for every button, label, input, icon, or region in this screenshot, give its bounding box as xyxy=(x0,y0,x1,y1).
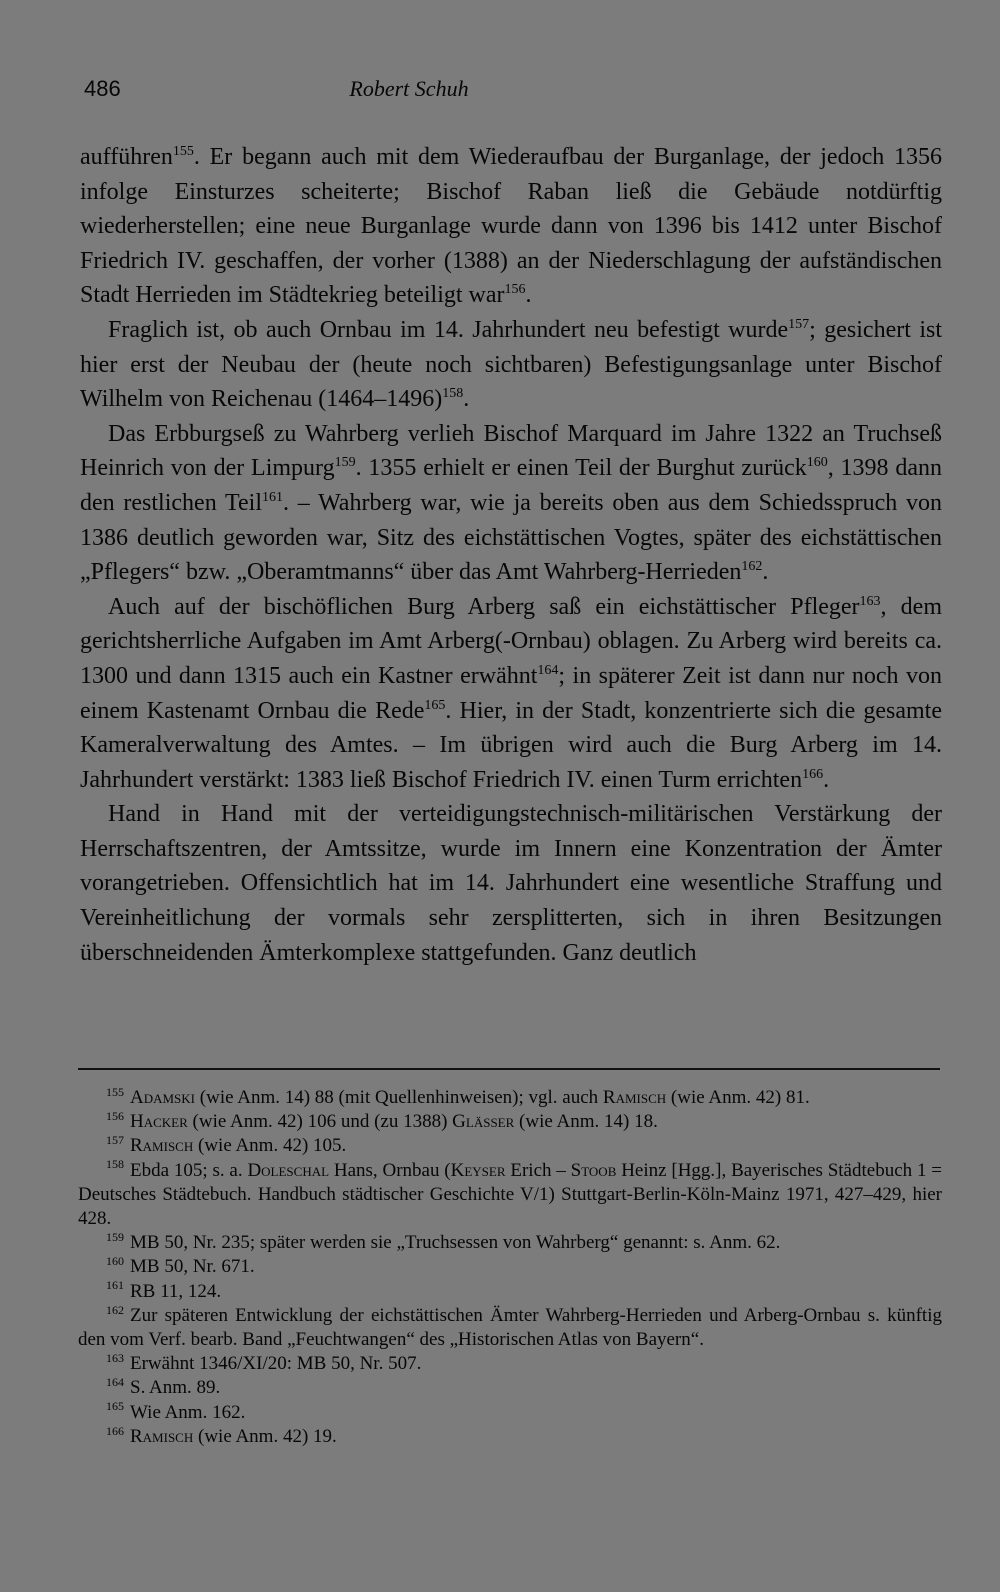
text-run: Erwähnt 1346/XI/20: MB 50, Nr. 507. xyxy=(130,1353,422,1375)
footnote-number: 161 xyxy=(106,1278,124,1293)
text-run: Auch auf der bischöflichen Burg Arberg saß ein eichstättischer Pfleger xyxy=(108,593,860,620)
footnote-ref[interactable]: 158 xyxy=(442,386,464,402)
page-number: 486 xyxy=(84,76,121,101)
footnote-item xyxy=(78,1134,942,1158)
footnote-ref[interactable]: 157 xyxy=(788,316,810,332)
footnote-number: 157 xyxy=(106,1133,124,1148)
footnote-divider xyxy=(78,1068,940,1070)
footnote-ref[interactable]: 160 xyxy=(806,455,828,471)
footnote-ref[interactable]: 155 xyxy=(172,144,194,159)
body-paragraph xyxy=(80,140,942,313)
footnote-item xyxy=(78,1280,942,1304)
footnote-number: 159 xyxy=(106,1229,124,1244)
footnote-ref[interactable]: 164 xyxy=(537,662,559,678)
author-name: Ramisch xyxy=(130,1425,194,1447)
text-run: (wie Anm. 42) 105. xyxy=(193,1135,347,1157)
text-run: , 1398 dann den restlichen Teil xyxy=(80,455,943,516)
text-run: Erich – xyxy=(505,1159,571,1181)
text-run: aufführen xyxy=(80,144,173,170)
text-run: . xyxy=(823,766,830,793)
footnote-number: 156 xyxy=(106,1108,124,1123)
footnote-item xyxy=(78,1110,942,1134)
footnote-item xyxy=(78,1255,942,1279)
text-run: (wie Anm. 14) 18. xyxy=(514,1111,658,1133)
footnote-ref[interactable]: 162 xyxy=(741,559,763,575)
footnote-item xyxy=(78,1376,942,1400)
text-run: RB 11, 124. xyxy=(130,1280,222,1302)
text-run: (wie Anm. 42) 106 und (zu 1388) xyxy=(187,1111,453,1133)
body-paragraph xyxy=(80,313,942,417)
footnote-number: 158 xyxy=(106,1157,124,1172)
author-name: Stoob xyxy=(570,1159,617,1181)
text-run: . Hier, in der Stadt, konzentrierte sich die gesamte Kameralverwaltung des Amtes. – Im übrigen wird auch die Burg Arberg im 14. Jahrhundert verstärkt: 1383 ließ Bischof Friedrich IV. einen Turm errichten xyxy=(80,697,942,793)
body-paragraph xyxy=(80,417,942,590)
text-run: . xyxy=(762,559,769,586)
text-run: . 1355 erhielt er einen Teil der Burghut zurück xyxy=(355,455,807,482)
text-run: . xyxy=(525,282,532,309)
author-name: Hacker xyxy=(130,1111,188,1133)
author-name: Glässer xyxy=(452,1111,515,1133)
footnote-item xyxy=(78,1304,942,1352)
footnote-number: 164 xyxy=(106,1375,124,1390)
text-run: . xyxy=(463,386,470,413)
text-run: Das Erbburgseß zu Wahrberg verlieh Bischof Marquard im Jahre 1322 an Truchseß Heinrich von der Limpurg xyxy=(80,420,942,482)
text-run: Zur späteren Entwicklung der eichstättischen Ämter Wahrberg-Herrieden und Arberg-Ornbau s. künftig den vom Verf. bearb. Band „Feuchtwangen“ des „Historischen Atlas von Bayern“. xyxy=(78,1304,942,1351)
footnote-ref[interactable]: 159 xyxy=(334,455,356,471)
footnote-item xyxy=(78,1086,942,1110)
footnote-number: 160 xyxy=(106,1254,124,1269)
text-run: MB 50, Nr. 235; später werden sie „Truchsessen von Wahrberg“ genannt: s. Anm. 62. xyxy=(130,1232,781,1254)
text-run: , dem gerichtsherrliche Aufgaben im Amt Arberg(-Ornbau) oblagen. Zu Arberg wird bereits ca. 1300 und dann 1315 auch ein Kastner erwähnt xyxy=(80,593,942,689)
footnote-item xyxy=(78,1352,942,1376)
footnote-number: 166 xyxy=(106,1423,124,1438)
text-run: Hans, Ornbau ( xyxy=(329,1159,451,1181)
author-name: Keyser xyxy=(450,1159,506,1181)
footnote-item xyxy=(78,1401,942,1425)
footnote-ref[interactable]: 166 xyxy=(802,766,824,782)
footnote-ref[interactable]: 156 xyxy=(504,282,526,298)
text-run: . – Wahrberg war, wie ja bereits oben aus dem Schiedsspruch von 1386 deutlich geworden war, Sitz des eichstättischen Vogtes, später des eichstättischen „Pflegers“ bzw. „Oberamtmanns“ über das Amt Wahrberg-Herrieden xyxy=(80,489,942,586)
text-run: MB 50, Nr. 671. xyxy=(130,1256,255,1278)
footnote-number: 165 xyxy=(106,1399,124,1414)
running-head: Robert Schuh xyxy=(349,76,469,101)
text-run: Ebda 105; s. a. xyxy=(130,1159,248,1181)
footnote-item xyxy=(78,1231,942,1255)
author-name: Doleschal xyxy=(247,1159,330,1181)
footnote-item xyxy=(78,1159,942,1232)
text-run: Fraglich ist, ob auch Ornbau im 14. Jahrhundert neu befestigt wurde xyxy=(108,316,789,343)
text-run: (wie Anm. 14) 88 (mit Quellenhinweisen); vgl. auch xyxy=(195,1087,603,1108)
text-run: . Er begann auch mit dem Wiederaufbau der Burganlage, der jedoch 1356 infolge Einsturzes scheiterte; Bischof Raban ließ die Gebäude notdürftig wiederherstellen; eine neue Burganlage wurde dann von 1396 bis 1412 unter Bischof Friedrich IV. geschaffen, der vorher (1388) an der Niederschlagung der aufständischen Stadt Herrieden im Städtekrieg beteiligt war xyxy=(80,144,942,309)
footnote-ref[interactable]: 161 xyxy=(262,489,283,505)
footnote-item xyxy=(78,1425,942,1449)
footnote-number: 163 xyxy=(106,1350,124,1365)
text-run: Heinz [Hgg.], Bayerisches Städtebuch 1 = Deutsches Städtebuch. Handbuch städtischer Geschichte V/1) Stuttgart-Berlin-Köln-Mainz 1971, 427–429, hier 428. xyxy=(78,1159,942,1230)
author-name: Adamski xyxy=(130,1087,196,1108)
text-run: (wie Anm. 42) 81. xyxy=(666,1087,810,1108)
text-run: Hand in Hand mit der verteidigungstechnisch-militärischen Verstärkung der Herrschaftszentren, der Amtssitze, wurde im Innern eine Konzentration der Ämter vorangetrieben. Offensichtlich hat im 14. Jahrhundert eine wesentliche Straffung und Vereinheitlichung der vormals sehr zersplitterten, sich in ihren Besitzungen überschneidenden Ämterkomplexe stattgefunden. Ganz deutlich xyxy=(80,801,942,966)
body-paragraph xyxy=(80,590,942,798)
footnote-ref[interactable]: 163 xyxy=(859,593,881,609)
footnote-number: 155 xyxy=(106,1084,124,1099)
footnote-ref[interactable]: 165 xyxy=(424,697,446,713)
text-run: ; gesichert ist hier erst der Neubau der (heute noch sichtbaren) Befestigungsanlage unter Bischof Wilhelm von Reichenau (1464–1496) xyxy=(80,316,943,413)
text-run: ; in späterer Zeit ist dann nur noch von einem Kastenamt Ornbau die Rede xyxy=(80,662,942,724)
footnote-number: 162 xyxy=(106,1302,124,1317)
author-name: Ramisch xyxy=(602,1087,667,1108)
text-run: (wie Anm. 42) 19. xyxy=(193,1425,337,1447)
author-name: Ramisch xyxy=(130,1135,194,1157)
text-run: Wie Anm. 162. xyxy=(130,1401,246,1423)
body-paragraph xyxy=(80,797,942,970)
text-run: S. Anm. 89. xyxy=(130,1377,221,1399)
main-text xyxy=(80,140,942,970)
footnotes xyxy=(78,1086,942,1449)
